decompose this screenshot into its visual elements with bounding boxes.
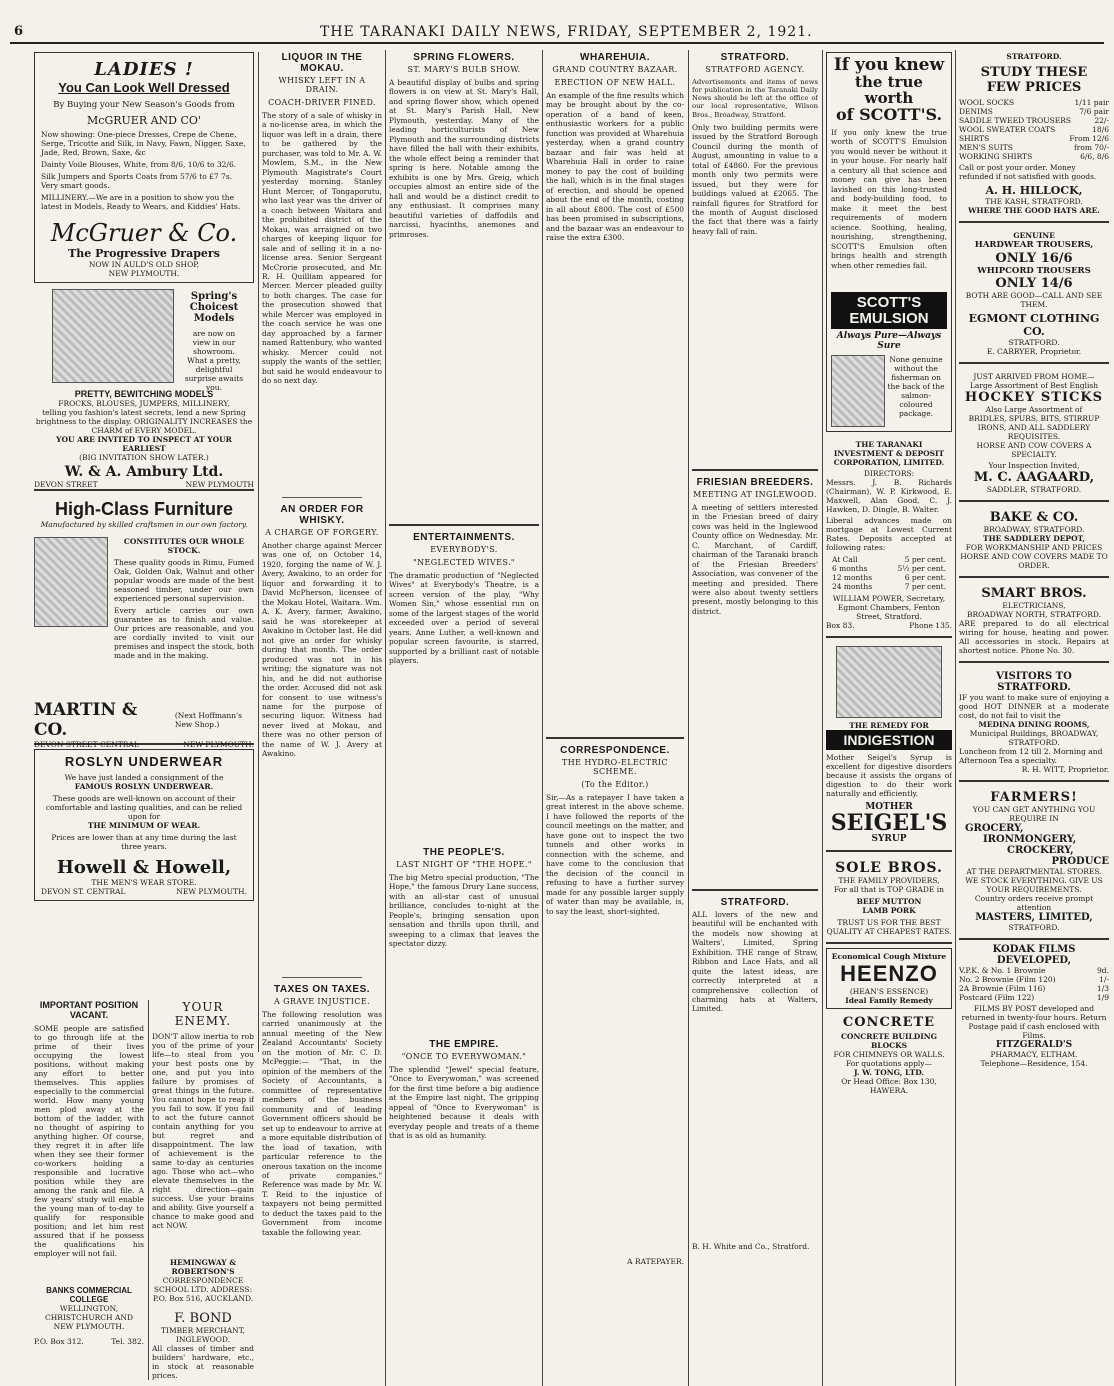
ad-college: BANKS COMMERCIAL COLLEGE (46, 1286, 132, 1304)
article-body: Another charge against Mercer was one of, on October 14, 1920, forging the name of W. J. Avery, Awakino, to an order for liquor and forwarding it to David McPherson, licensee of the Mokau Hotel, Waitara. Wm. A. K. Avery, farmer, Awakino, said he was storekeeper at Awakino in October last. He did not give an order for whisky during that month. The order produced was not in his writing; the signature was not his, and he did not authorise the order. Accused did not ask for consent to use witness's name for the purpose of securing liquor. Witness had never lived at Mokau, and there was no other person of the name of W. J. Avery at Awakino. (262, 541, 382, 759)
row-label: SHIRTS (959, 134, 990, 143)
ad-town: NEW PLYMOUTH. (183, 739, 254, 749)
column-rule (822, 50, 823, 1386)
row-label: No. 2 Brownie (Film 120) (959, 975, 1056, 985)
ad-title: THE TARANAKI INVESTMENT & DEPOSIT CORPORATION, LIMITED. (833, 440, 945, 468)
ad-line: FROCKS, BLOUSES, JUMPERS, MILLINERY, (58, 398, 230, 408)
ad-title: HEENZO (840, 961, 938, 987)
ad-text: BOTH ARE GOOD—CALL AND SEE THEM. (965, 291, 1103, 310)
article-body: Only two building permits were issued by the Stratford Borough Council during the month of August, amounting in value to a total of £4860. For the previous month only two permits were issued, but they were for buildings valued at £2065. The rainfall figures for Stratford for the month of August disclosed the fact that there was a fairly heavy fall of rain. (692, 122, 818, 236)
ad-title: BAKE & CO. (989, 510, 1079, 526)
ad-name: FITZGERALD'S (995, 1040, 1073, 1051)
ad-text: HARDWEAR TROUSERS, (974, 240, 1094, 250)
ad-secretary: WILLIAM POWER, Secretary, (832, 594, 946, 604)
concrete-ad (826, 1015, 952, 1095)
ad-line: telling you fashion's latest secrets, lend a new Spring brightness to the display. ORIGINALITY INCREASES the CHARM of EVERY MODEL. (35, 407, 253, 435)
ad-text: Prices are lower than at any time during the last three years. (51, 832, 237, 851)
article-subheading: ERECTION OF NEW HALL. (554, 78, 676, 87)
ad-title: CONCRETE (842, 1015, 936, 1031)
ad-text: TRUST US FOR THE BEST QUALITY AT CHEAPEST RATES. (826, 918, 952, 937)
article-heading: STRATFORD. (720, 52, 790, 63)
vacant-ad (34, 1000, 144, 1346)
ad-text: CONCRETE BUILDING BLOCKS (840, 1032, 938, 1051)
egmont-clothing-ad (959, 227, 1109, 364)
sole-bros-ad (826, 856, 952, 944)
ad-text: These quality goods in Rimu, Fumed Oak, Golden Oak, Walnut and other popular woods are made of the best seasoned timber, under our own experienced personal supervision. (114, 557, 254, 603)
article-heading: CORRESPONDENCE. (560, 745, 670, 756)
ad-top: Economical Cough Mixture (831, 952, 947, 962)
ad-text: Every article carries our own guarantee as to finish and value. Our prices are reasonable, and you are cordially invited to visit our premises and inspect the stock, both made and in the making. (114, 605, 254, 660)
rate-row (832, 582, 946, 591)
ad-text: If you only knew the true worth of SCOTT'S Emulsion you would never be without it in your house. For nearly half a century all that science and money can give has been lavished on this long-trusted and body-building food, to make it meet the best requirements of modern science. Soothing, healing, nourishing, strengthening, SCOTT'S Emulsion often brings health and strength when other remedies fail. (831, 127, 947, 270)
article-heading: SPRING FLOWERS. (413, 52, 515, 63)
article-subheading: A GRAVE INJUSTICE. (273, 997, 371, 1006)
ads-column-8 (959, 52, 1109, 1382)
article-body: Sir,—As a ratepayer I have taken a great interest in the above scheme. I have followed the reports of the council meetings on the matter, and have gone out to inspect the two tunnels and other works in connection with the scheme, and have come to the conclusion that the decision of the council in refusing to have a further survey made for any possible larger supply of water than may be available, is, to say the least, short-sighted. (546, 793, 684, 916)
ad-heading: CONSTITUTES OUR WHOLE STOCK. (123, 536, 245, 555)
ad-note: (Next Hoffmann's New Shop.) (174, 710, 242, 729)
rate-row (832, 555, 946, 564)
ad-name: MARTIN & CO. (34, 699, 138, 740)
ad-text: DON'T allow inertia to rob you of the prime of your life—to steal from you your best posts one by one, and put you into failure by promises of great things in the future. You cannot hope to reap if you fail to sow. If you fail to act the future cannot contain anything for you but regret and disappointment. The law of achievement is the same to-day as centuries ago. Those who act—who elevate themselves in the right direction—gain success. Use your brains and ability. Give yourself a chance to make good and act NOW. (152, 1032, 254, 1230)
article-footer: B. H. White and Co., Stratford. (692, 1241, 810, 1251)
ad-name: W. & A. Ambury Ltd. (64, 463, 224, 480)
ad-brand: MOTHER (865, 802, 913, 813)
row-label: 12 months (832, 573, 873, 583)
ads-column-7 (826, 52, 952, 1382)
scotts-ad (826, 52, 952, 432)
ad-title: INDIGESTION (826, 730, 952, 750)
ad-text: BROADWAY NORTH, STRATFORD. (967, 610, 1101, 620)
ad-text: For quotations apply— (845, 1059, 933, 1069)
price-row (959, 116, 1109, 125)
article-heading: FRIESIAN BREEDERS. (696, 476, 814, 488)
row-value: 1/3 (1096, 984, 1109, 994)
row-label: 24 months (832, 582, 873, 592)
column-rule (385, 50, 386, 1386)
ad-title: STUDY THESE (980, 65, 1088, 80)
price-row (959, 984, 1109, 993)
ad-town: NEW PLYMOUTH (185, 479, 254, 489)
ad-address: CORRESPONDENCE SCHOOL LTD. ADDRESS: P.O. Box 516, AUCKLAND. (152, 1276, 254, 1303)
article-subheading: MEETING AT INGLEWOOD. (693, 489, 817, 499)
article-subheading: "ONCE TO EVERYWOMAN." (401, 1052, 527, 1061)
row-label: WOOL SOCKS (959, 98, 1015, 107)
ad-name: EGMONT CLOTHING CO. (968, 312, 1100, 339)
ad-text: Also Large Assortment of (985, 405, 1083, 415)
article-heading: AN ORDER FOR WHISKY. (280, 504, 364, 526)
ad-directors: Messrs. J. B. Richards (Chairman), W. P. Kirkwood, E. Maxwell, Alan Good, C. J. Hawken, D. Dingle, B. Walter. (826, 478, 952, 515)
article-heading: STRATFORD. (720, 896, 790, 908)
row-label: V.P.K. & No. 1 Brownie (959, 966, 1046, 976)
ad-top: THE REMEDY FOR (849, 721, 929, 731)
ad-text: AT THE DEPARTMENTAL STORES. (966, 867, 1102, 877)
ad-title: FEW PRICES (986, 80, 1082, 95)
ad-title: If you knew (833, 55, 945, 75)
smart-bros-ad (959, 582, 1109, 663)
column-rule (955, 50, 956, 1386)
ad-title: SOLE BROS. (835, 860, 943, 877)
ad-text: FAMOUS ROSLYN UNDERWEAR. (74, 781, 214, 791)
ad-name: MASTERS, LIMITED, (975, 912, 1093, 924)
ad-town: NEW PLYMOUTH. (176, 886, 247, 896)
ad-line: PRETTY, BEWITCHING MODELS (74, 388, 214, 399)
row-label: Postcard (Film 122) (959, 993, 1035, 1003)
ad-text: SOME people are satisfied to go through life at the prime of their lives occupying the lowest positions, without making any effort to better themselves. This applies especially to the commercial world. How many young men plod away at the bottom of the ladder, with no thought of aspiring to anything higher. Of course, they regret it in after life when they see their former co-workers holding a responsible and lucrative position while they are among the rank and file. A few years' study will enable the young man of to-day to qualify for responsible position; and let him rest assured that if he possess the qualifications his employer will not fail. (34, 1024, 144, 1258)
ad-box: P.O. Box 312. (34, 1337, 84, 1346)
row-value: 6/6, 8/6 (1080, 152, 1109, 161)
price-row (959, 125, 1109, 134)
ad-text: Dainty Voile Blouses, White, from 8/6, 10/6 to 32/6. (41, 159, 237, 169)
row-value: 22/- (1094, 116, 1109, 125)
ad-heading: HEMINGWAY & ROBERTSON'S (170, 1258, 236, 1276)
ad-address: NEW PLYMOUTH. (108, 268, 180, 278)
ad-text: WHIPCORD TROUSERS (977, 265, 1091, 276)
ad-text: MILLINERY.—We are in a position to show you the latest in Models, Ready to Wears, and Kiddies' Hats. (41, 192, 241, 211)
ad-title: VISITORS TO STRATFORD. (996, 671, 1072, 694)
ads-column-left (34, 52, 254, 907)
ad-item: GROCERY, (965, 823, 1024, 835)
ad-proprietor: E. CARRYER, Proprietor. (986, 347, 1082, 357)
ad-text: HORSE AND COW COVERS A SPECIALTY. (976, 441, 1092, 460)
article-body: The splendid "Jewel" special feature, "Once to Everywoman," was screened for the first time before a big audience at the Empire last night. The gripping appeal of "Once to Everywoman" is heightened because it deals with everyday people and treats of a theme that is as old as humanity. (389, 1065, 539, 1141)
rate-row (832, 564, 946, 573)
row-value: 18/6 (1092, 125, 1109, 134)
article-body: The story of a sale of whisky in a no-license area, in which the liquor was left in a drain, there to be gathered by the purchaser, was told to Mr. A. W. Mowlem, S.M., in the New Plymouth Magistrate's Court yesterday morning. Stanley Hunt Mercer, of Tongaporutu, who last year was the driver of a coach between Waitara and the prohibited district of the Mokau, was arraigned on two charges of keeping liquor for sale and of selling it in a no-license area. Senior Sergeant McCrorie prosecuted, and Mr. R. H. Quilliam appeared for Mercer. Mercer pleaded guilty to both charges. The case for the prosecution showed that while Mercer was employed in the coach service he was one day approached by a farmer named Rattenbury, who wanted whisky. Mercer could not supply the wants of the settler, but said he would endeavour to do so next day. (262, 111, 382, 386)
row-label: 6 months (832, 564, 868, 574)
ad-text: ARE prepared to do all electrical wiring for house, heating and power. All accessories in stock. Repairs at shortest notice. Phone No. 30. (959, 619, 1109, 656)
ad-sub: PHARMACY, ELTHAM. (990, 1050, 1078, 1060)
ad-brand: McGruer & Co. (50, 218, 238, 247)
ad-street: DEVON ST. CENTRAL (41, 886, 126, 896)
ad-phone: Phone 135. (909, 621, 952, 631)
kodak-price-list (959, 966, 1109, 1002)
column-rule (258, 52, 259, 1052)
ad-text: Municipal Buildings, BROADWAY, STRATFORD. (969, 729, 1099, 748)
column-header: STRATFORD. (1006, 52, 1062, 61)
price-row (959, 143, 1109, 152)
ad-cities: WELLINGTON, CHRISTCHURCH AND NEW PLYMOUTH. (45, 1304, 133, 1331)
ad-text: Large Assortment of Best English (969, 381, 1099, 391)
mcgruer-ad (34, 52, 254, 283)
price-row (959, 993, 1109, 1002)
article-subheading: GRAND COUNTRY BAZAAR. (552, 65, 678, 74)
ad-text: Silk Jumpers and Sports Coats from 57/6 to £7 7s. Very smart goods. (41, 171, 233, 190)
price-row (959, 152, 1109, 161)
article-body: The following resolution was carried unanimously at the annual meeting of the New Zealand Accountants' Society on the motion of Mr. C. D. McPeggie:— "That, in the opinion of the members of the Society of Accountants, a committee of representative members of the business community and of leading Government officers should be set up to endeavour to arrive at a more equitable distribution of the load of taxation, with particular reference to the onerous taxation on the income of private companies." Reference was made by Mr. W. T. Reid to the injustice of taxpayers not being permitted to deduct the taxes paid to the Government from income taxable the following year. (262, 1010, 382, 1237)
ad-subtitle: You Can Look Well Dressed (58, 80, 230, 95)
ad-price: ONLY 16/6 (995, 250, 1073, 266)
ad-town: STRATFORD. (1008, 338, 1060, 348)
ad-name: F. BOND (174, 1311, 232, 1326)
ad-text: BRIDLES, SPURS, BITS, STIRRUP IRONS, AND ALL SADDLERY REQUISITES. (968, 414, 1100, 442)
ad-title: LADIES ! (94, 59, 194, 80)
ad-text: THE MINIMUM OF WEAR. (87, 820, 201, 830)
row-value: 7/6 pair (1079, 107, 1109, 116)
article-body: The big Metro special production, "The Hope," the famous Drury Lane success, with an all-star cast of unusual brilliance, concludes to-night at the People's, bringing sensation upon sensation and thrills upon thrill, and sweeping to a climax that leaves the spectator dizzy. (389, 873, 539, 949)
ad-address: NOW IN AULD'S OLD SHOP, (88, 259, 200, 269)
ad-items: BEEF MUTTON LAMB PORK (856, 897, 922, 916)
ad-note: None genuine without the fisherman on the back of the salmon-coloured package. (887, 355, 945, 419)
ad-text: These goods are well-known on account of their comfortable and lasting qualities, and can be relied upon for (45, 793, 243, 821)
ad-title: HOCKEY STICKS (964, 390, 1104, 406)
heenzo-ad (826, 948, 952, 1009)
ad-street: DEVON STREET (34, 479, 98, 489)
ad-text: We have just landed a consignment of the (64, 772, 224, 782)
news-column-4 (389, 52, 539, 1382)
roslyn-ad (34, 749, 254, 901)
ad-address: Egmont Chambers, Fenton Street, Stratford. (837, 603, 941, 622)
ad-intro: By Buying your New Season's Goods from (53, 100, 235, 110)
furniture-ad (34, 495, 254, 749)
ad-text: FILMS BY POST developed and returned in twenty-four hours. Return Postage paid if cash enclosed with Films. (961, 1004, 1107, 1041)
fisherman-illustration (831, 355, 885, 427)
ad-title: SMART BROS. (981, 586, 1087, 602)
price-row (959, 107, 1109, 116)
ad-text: Now showing: One-piece Dresses, Crepe de Chene, Serge, Tricotte and Silk, in Navy, Fawn, Nigger, Saxe, Jade, Red, Brown, Saxe, &c (41, 129, 246, 157)
ad-proprietor: R. H. WITT, Proprietor. (1021, 765, 1109, 775)
price-row (959, 134, 1109, 143)
column-rule (148, 1000, 149, 1380)
ad-text: FOR WORKMANSHIP AND PRICES (965, 543, 1103, 553)
ad-text: Or Head Office: Box 130, HAWERA. (841, 1077, 937, 1096)
ad-item: PRODUCE (1051, 856, 1109, 868)
price-row (959, 975, 1109, 984)
ad-text: Liberal advances made on mortgage at Lowest Current Rates. Deposits accepted at following rates: (826, 516, 952, 553)
ad-text: All classes of timber and builders' hardware, etc., in stock at reasonable prices. (152, 1344, 254, 1380)
row-value: From 12/6 (1069, 134, 1109, 143)
ad-text: Your Inspection Invited, (988, 461, 1080, 471)
ad-text: GENUINE (1013, 231, 1055, 240)
news-column-5 (546, 52, 684, 1382)
ad-directors-label: DIRECTORS: (863, 469, 915, 479)
ad-text: Mother Seigel's Syrup is excellent for digestive disorders because it assists the organs of digestion to do their work naturally and efficiently. (826, 753, 952, 799)
hillock-ad (959, 61, 1109, 223)
column-rule (542, 50, 543, 1386)
ad-street: DEVON STREET CENTRAL (34, 739, 139, 749)
price-row (959, 98, 1109, 107)
ad-title: KODAK FILMS DEVELOPED, (992, 944, 1076, 967)
article-heading: THE EMPIRE. (429, 1039, 499, 1050)
ad-title: ROSLYN UNDERWEAR (64, 753, 224, 769)
row-value: 9d. (1097, 966, 1109, 976)
ad-text: For all that is TOP GRADE in (833, 885, 944, 895)
article-subheading: A CHARGE OF FORGERY. (265, 528, 379, 537)
article-subheading: EVERYBODY'S. (430, 545, 498, 554)
news-column-6 (692, 52, 818, 1382)
row-value: 1/- (1099, 975, 1109, 985)
row-value: 7 per cent. (904, 582, 946, 592)
ad-tel: Telephone—Residence, 154. (980, 1059, 1088, 1069)
article-subheading: "NEGLECTED WIVES." (413, 558, 515, 567)
ad-sub: TIMBER MERCHANT, INGLEWOOD. (160, 1326, 245, 1344)
row-label: At Call (832, 555, 858, 565)
ad-line: (BIG INVITATION SHOW LATER.) (79, 452, 209, 462)
article-body: ALL lovers of the new and beautiful will be enchanted with the models now showing at Walters', Limited, Spring Exhibition. THE range of Straw, Ribbon and Lace Hats, and all quite the latest ideas, are correctly interpreted at a comprehensive collection of charming hats at Walters, Limited. (692, 909, 818, 1014)
ad-blurb: are now on view in our showroom. What a pretty, delightful surprise awaits you. (184, 328, 244, 392)
article-subheading: ST. MARY'S BULB SHOW. (407, 65, 521, 74)
row-label: MEN'S SUITS (959, 143, 1013, 152)
ad-name: J. W. TONG, LTD. (853, 1068, 925, 1078)
ad-address: THE KASH, STRATFORD. (985, 197, 1083, 206)
ad-name: A. H. HILLOCK, (985, 184, 1083, 197)
ad-brand: SCOTT'S EMULSION (831, 292, 947, 330)
ad-box: Box 83. (826, 621, 855, 631)
row-value: 5 per cent. (904, 555, 946, 565)
ad-item: CROCKERY, (1007, 845, 1074, 857)
news-column-3 (262, 52, 382, 1382)
column-rule (688, 50, 689, 1386)
row-value: 6 per cent. (904, 573, 946, 583)
ad-sub: (HEAN'S ESSENCE) (849, 987, 929, 997)
ad-text: YOU CAN GET ANYTHING YOU REQUIRE IN (972, 805, 1096, 824)
ad-tel: Tel. 382. (111, 1337, 144, 1346)
ad-store: THE MEN'S WEAR STORE. (91, 877, 197, 887)
ad-tagline: The Progressive Drapers (68, 246, 220, 260)
ad-title: YOUR ENEMY. (174, 1000, 232, 1028)
article-subheading: LAST NIGHT OF "THE HOPE." (396, 860, 532, 869)
ad-note: Call or post your order. Money refunded if not satisfied with goods. (959, 163, 1097, 181)
row-label: WORKING SHIRTS (959, 152, 1033, 161)
illustration (836, 646, 942, 718)
bake-ad (959, 506, 1109, 578)
ad-text: BROADWAY, STRATFORD. (983, 525, 1085, 535)
ad-title: of SCOTT'S. (835, 105, 943, 125)
article-heading: WHAREHUIA. (580, 52, 650, 63)
ad-title: FARMERS! (990, 790, 1078, 806)
row-label: DENIMS (959, 107, 993, 116)
ad-text: FOR CHIMNEYS OR WALLS. (833, 1050, 945, 1060)
row-label: SADDLE TWEED TROUSERS (959, 116, 1071, 125)
article-subheading: WHISKY LEFT IN A DRAIN. (278, 76, 366, 94)
article-subheading: (To the Editor.) (581, 780, 649, 789)
enemy-ad (152, 1000, 254, 1380)
ad-name: Howell & Howell, (56, 856, 232, 878)
ad-heading: Spring's Choicest Models (189, 290, 239, 324)
ad-title: IMPORTANT POSITION VACANT. (39, 1000, 139, 1020)
page-number: 6 (14, 24, 25, 39)
article-subheading: THE HYDRO-ELECTRIC SCHEME. (562, 758, 668, 776)
ad-item: IRONMONGERY, (983, 834, 1077, 846)
row-value: from 70/- (1074, 143, 1109, 152)
taranaki-investment-ad (826, 438, 952, 638)
article-heading: LIQUOR IN THE MOKAU. (281, 52, 363, 74)
masthead-title: THE TARANAKI DAILY NEWS, FRIDAY, SEPTEMBER 2, 1921. (320, 24, 813, 40)
row-value: 5½ per cent. (897, 564, 946, 574)
indigestion-ad (826, 642, 952, 852)
ad-text: ELECTRICIANS, (1002, 601, 1066, 611)
article-heading: TAXES ON TAXES. (273, 984, 371, 995)
row-label: WOOL SWEATER COATS (959, 125, 1056, 134)
article-heading: ENTERTAINMENTS. (413, 532, 515, 543)
row-value: 1/11 pair (1074, 98, 1109, 107)
masthead (10, 24, 1104, 44)
ad-line: YOU ARE INVITED TO INSPECT AT YOUR EARLIEST (56, 434, 232, 453)
ad-name: M. C. AAGAARD, (973, 470, 1095, 486)
article-body: The dramatic production of "Neglected Wives" at Everybody's Theatre, is a screen version of the play, "Why Women Sin," whose essential run on some of the largest stages of the world exceeded over a period of several years. Anne Luther, a well-known and popular screen favourite, is starred, supported by a brilliant cast of notable players. (389, 571, 539, 666)
ad-title: the true worth (855, 72, 923, 107)
price-list (959, 98, 1109, 161)
ad-sub: SADDLER, STRATFORD. (986, 485, 1082, 495)
row-label: 2A Brownie (Film 116) (959, 984, 1046, 994)
ad-sub: Manufactured by skilled craftsmen in our own factory. (40, 519, 248, 529)
row-value: 1/9 (1096, 993, 1109, 1003)
article-body: A meeting of settlers interested in the Friesian breed of dairy cows was held in the Inglewood County office on Wednesday. Mr. C. Marchant, of Cardiff, chairman of the Taranaki branch of the Friesian Breeders' Association, was convener of the meeting and presided. There were also about twenty settlers present, mostly belonging to this district. (692, 502, 818, 616)
ad-text: Country orders receive prompt attention (974, 894, 1094, 913)
kodak-ad (959, 944, 1109, 1068)
ambury-ad (34, 289, 254, 491)
ad-brand: SEIGEL'S (830, 810, 948, 837)
article-body: A beautiful display of bulbs and spring flowers is on view at St. Mary's Hall, and spring flower show, which opened at St. Mary's Parish Hall, New Plymouth, yesterday. Many of the leading horticulturists of New Plymouth and the surrounding districts have filled the hall with their exhibits, the whole effect being a reminder that spring is here. Notable among the exhibits is one by Mrs. Greig, which occupies almost an entire side of the hall and would be a distinct credit to any enthusiast. It comprises many beautiful varieties of daffodils and narcissi, hyacinths, anemones and primroses. (389, 78, 539, 239)
article-subheading: STRATFORD AGENCY. (705, 65, 805, 74)
rate-row (832, 573, 946, 582)
article-body: An example of the fine results which may be brought about by the co-operation of a band of keen, enthusiastic workers for a public function was provided at Wharehuia yesterday, when a grand country bazaar and fair was held at Wharehuia Hall in order to raise money to pay the cost of building the hall, which is in the final stages of erection, and should be opened about the end of the month, costing in all about £800. The cost of £500 has been promised in subscriptions, and the bazaar was an endeavour to raise the extra £300. (546, 91, 684, 243)
ad-text: THE SADDLERY DEPOT, (983, 534, 1085, 544)
article-subheading: COACH-DRIVER FINED. (268, 98, 376, 107)
ad-town: STRATFORD. (1008, 923, 1060, 933)
aagaard-ad (959, 368, 1109, 502)
medina-ad (959, 667, 1109, 782)
dress-illustration (52, 289, 174, 383)
ad-price: ONLY 14/6 (995, 276, 1073, 292)
ad-brand: SYRUP (871, 834, 907, 845)
farmers-ad (959, 786, 1109, 940)
ad-text: IF you want to make sure of enjoying a good HOT DINNER at a moderate cost, do not fail to visit the (959, 693, 1109, 721)
ad-text: WE STOCK EVERYTHING. GIVE US YOUR REQUIREMENTS. (965, 876, 1103, 895)
ad-slogan: WHERE THE GOOD HATS ARE. (968, 206, 1100, 215)
article-signature: A RATEPAYER. (627, 1257, 684, 1266)
ad-firm: McGRUER AND CO' (87, 113, 201, 127)
ad-title: High-Class Furniture (54, 498, 233, 519)
ad-tag: Ideal Family Remedy (845, 996, 933, 1006)
price-row (959, 966, 1109, 975)
article-note: Advertisements and items of news for publication in the Taranaki Daily News should be left at the office of our local representative, Wilson Bros., Broadway, Stratford. (692, 78, 818, 119)
cabinet-illustration (34, 537, 108, 627)
ad-text: THE FAMILY PROVIDERS, (838, 876, 940, 886)
ad-text: HORSE AND COW COVERS MADE TO ORDER. (960, 552, 1108, 571)
ad-text: Luncheon from 12 till 2. Morning and Afternoon Tea a specialty. (959, 747, 1103, 766)
ad-slogan: Always Pure—Always Sure (836, 331, 942, 352)
ad-name: MEDINA DINING ROOMS, (978, 720, 1090, 730)
ad-text: JUST ARRIVED FROM HOME— (973, 372, 1095, 382)
rates-table (832, 555, 946, 591)
article-heading: THE PEOPLE'S. (423, 847, 505, 858)
